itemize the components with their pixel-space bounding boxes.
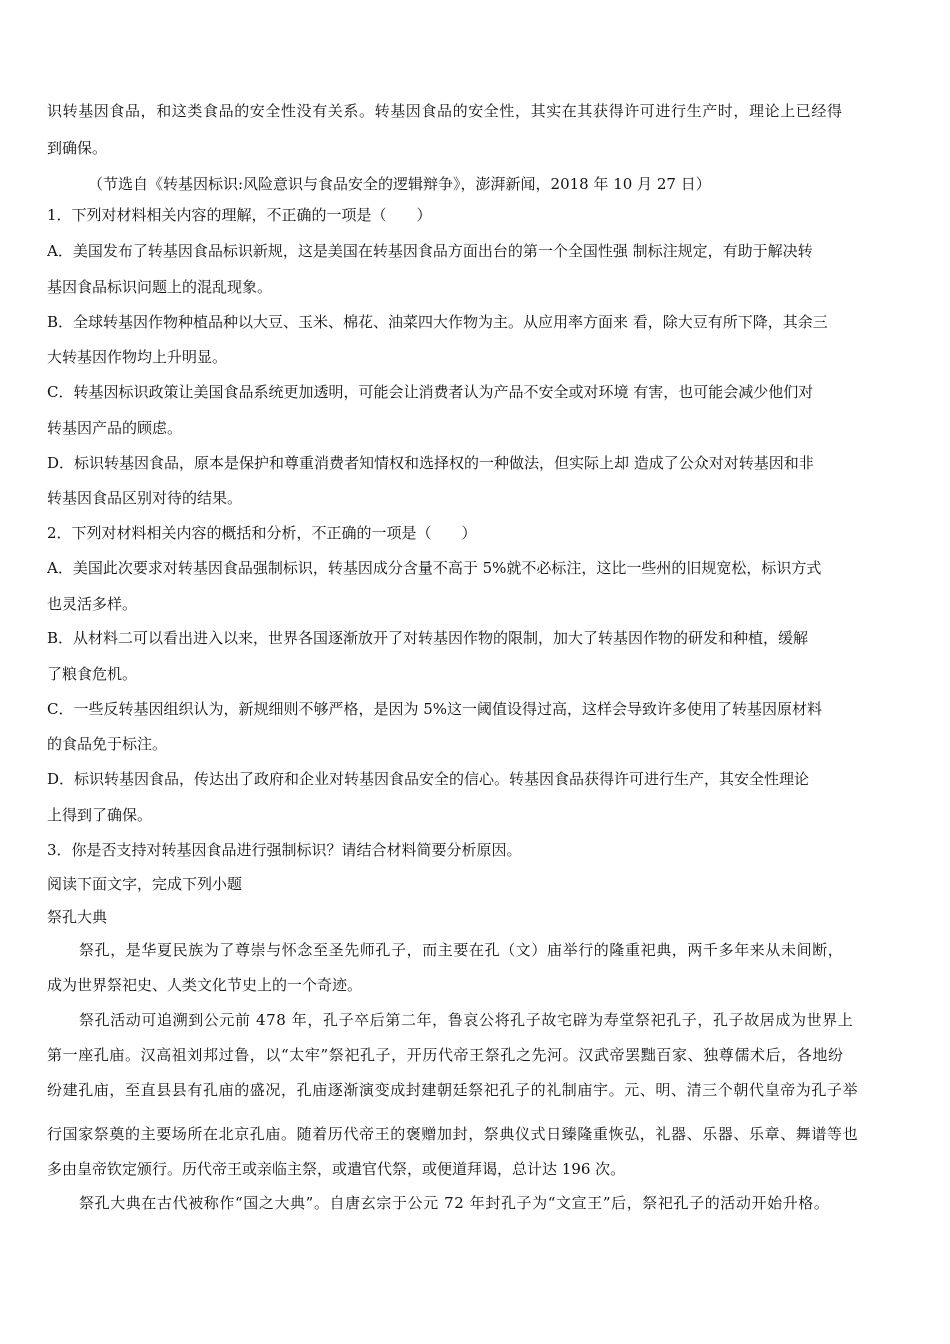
question-2-option-a-cont: 也灵活多样。 xyxy=(47,595,138,613)
question-2-stem: 2．下列对材料相关内容的概括和分析，不正确的一项是（ ） xyxy=(47,524,477,542)
material-line: 识转基因食品，和这类食品的安全性没有关系。转基因食品的安全性，其实在其获得许可进行生产时，理论上已经得 xyxy=(47,102,843,120)
question-1-option-a: A．美国发布了转基因食品标识新规，这是美国在转基因食品方面出台的第一个全国性强 制标注规定，有助于解决转 xyxy=(47,242,813,260)
question-2-option-b: B．从材料二可以看出进入以来，世界各国逐渐放开了对转基因作物的限制，加大了转基因作物的研发和种植，缓解 xyxy=(47,629,809,647)
question-1-option-a-cont: 基因食品标识问题上的混乱现象。 xyxy=(47,278,273,296)
question-2-option-c-cont: 的食品免于标注。 xyxy=(47,735,168,753)
paragraph-2-line: 纷建孔庙，至直县县有孔庙的盛况，孔庙逐渐演变成封建朝廷祭祀孔子的礼制庙宇。元、明、清三个朝代皇帝为孔子举 xyxy=(47,1081,859,1099)
paragraph-1-line: 祭孔，是华夏民族为了尊崇与怀念至圣先师孔子，而主要在孔（文）庙举行的隆重祀典，两千多年来从未间断， xyxy=(79,941,844,959)
question-1-option-b: B．全球转基因作物种植品种以大豆、玉米、棉花、油菜四大作物为主。从应用率方面来 看，除大豆有所下降，其余三 xyxy=(47,313,828,331)
question-2-option-a: A．美国此次要求对转基因食品强制标识，转基因成分含量不高于 5%就不必标注，这比一些州的旧规宽松，标识方式 xyxy=(47,559,822,577)
question-2-option-c: C．一些反转基因组织认为，新规细则不够严格，是因为 5%这一阈值设得过高，这样会导致许多使用了转基因原材料 xyxy=(47,700,823,718)
question-1-option-b-cont: 大转基因作物均上升明显。 xyxy=(47,348,228,366)
source-citation: （节选自《转基因标识:风险意识与食品安全的逻辑辩争》，澎湃新闻，2018 年 10 月 27 日） xyxy=(88,175,711,193)
question-2-option-b-cont: 了粮食危机。 xyxy=(47,665,138,683)
reading-title: 祭孔大典 xyxy=(47,908,108,926)
paragraph-2-line: 多由皇帝钦定颁行。历代帝王或亲临主祭，或遣官代祭，或便道拜谒，总计达 196 次。 xyxy=(47,1160,626,1178)
question-1-option-c: C．转基因标识政策让美国食品系统更加透明，可能会让消费者认为产品不安全或对环境 有害，也可能会减少他们对 xyxy=(47,383,814,401)
question-2-option-d: D．标识转基因食品，传达出了政府和企业对转基因食品安全的信心。转基因食品获得许可进行生产，其安全性理论 xyxy=(47,770,810,788)
paragraph-1-line: 成为世界祭祀史、人类文化节史上的一个奇迹。 xyxy=(47,976,363,994)
material-line: 到确保。 xyxy=(47,139,108,157)
paragraph-2-line: 祭孔活动可追溯到公元前 478 年，孔子卒后第二年，鲁哀公将孔子故宅辟为寿堂祭祀孔子，孔子故居成为世界上 xyxy=(79,1011,854,1029)
question-1-option-c-cont: 转基因产品的顾虑。 xyxy=(47,419,183,437)
paragraph-3-line: 祭孔大典在古代被称作“国之大典”。自唐玄宗于公元 72 年封孔子为“文宣王”后，祭祀孔子的活动开始升格。 xyxy=(79,1194,830,1212)
paragraph-2-line: 第一座孔庙。汉高祖刘邦过鲁，以“太牢”祭祀孔子，开历代帝王祭孔之先河。汉武帝罢黜百家、独尊儒术后，各地纷 xyxy=(47,1046,844,1064)
question-3-stem: 3．你是否支持对转基因食品进行强制标识？请结合材料简要分析原因。 xyxy=(47,841,522,859)
question-2-option-d-cont: 上得到了确保。 xyxy=(47,806,153,824)
reading-instruction: 阅读下面文字，完成下列小题 xyxy=(47,875,243,893)
paragraph-2-line: 行国家祭奠的主要场所在北京孔庙。随着历代帝王的褒赠加封，祭典仪式日臻隆重恢弘，礼器、乐器、乐章、舞谱等也 xyxy=(47,1125,859,1143)
question-1-option-d: D．标识转基因食品，原本是保护和尊重消费者知情权和选择权的一种做法，但实际上却 造成了公众对对转基因和非 xyxy=(47,454,814,472)
question-1-option-d-cont: 转基因食品区别对待的结果。 xyxy=(47,489,243,507)
question-1-stem: 1．下列对材料相关内容的理解，不正确的一项是（ ） xyxy=(47,206,432,224)
